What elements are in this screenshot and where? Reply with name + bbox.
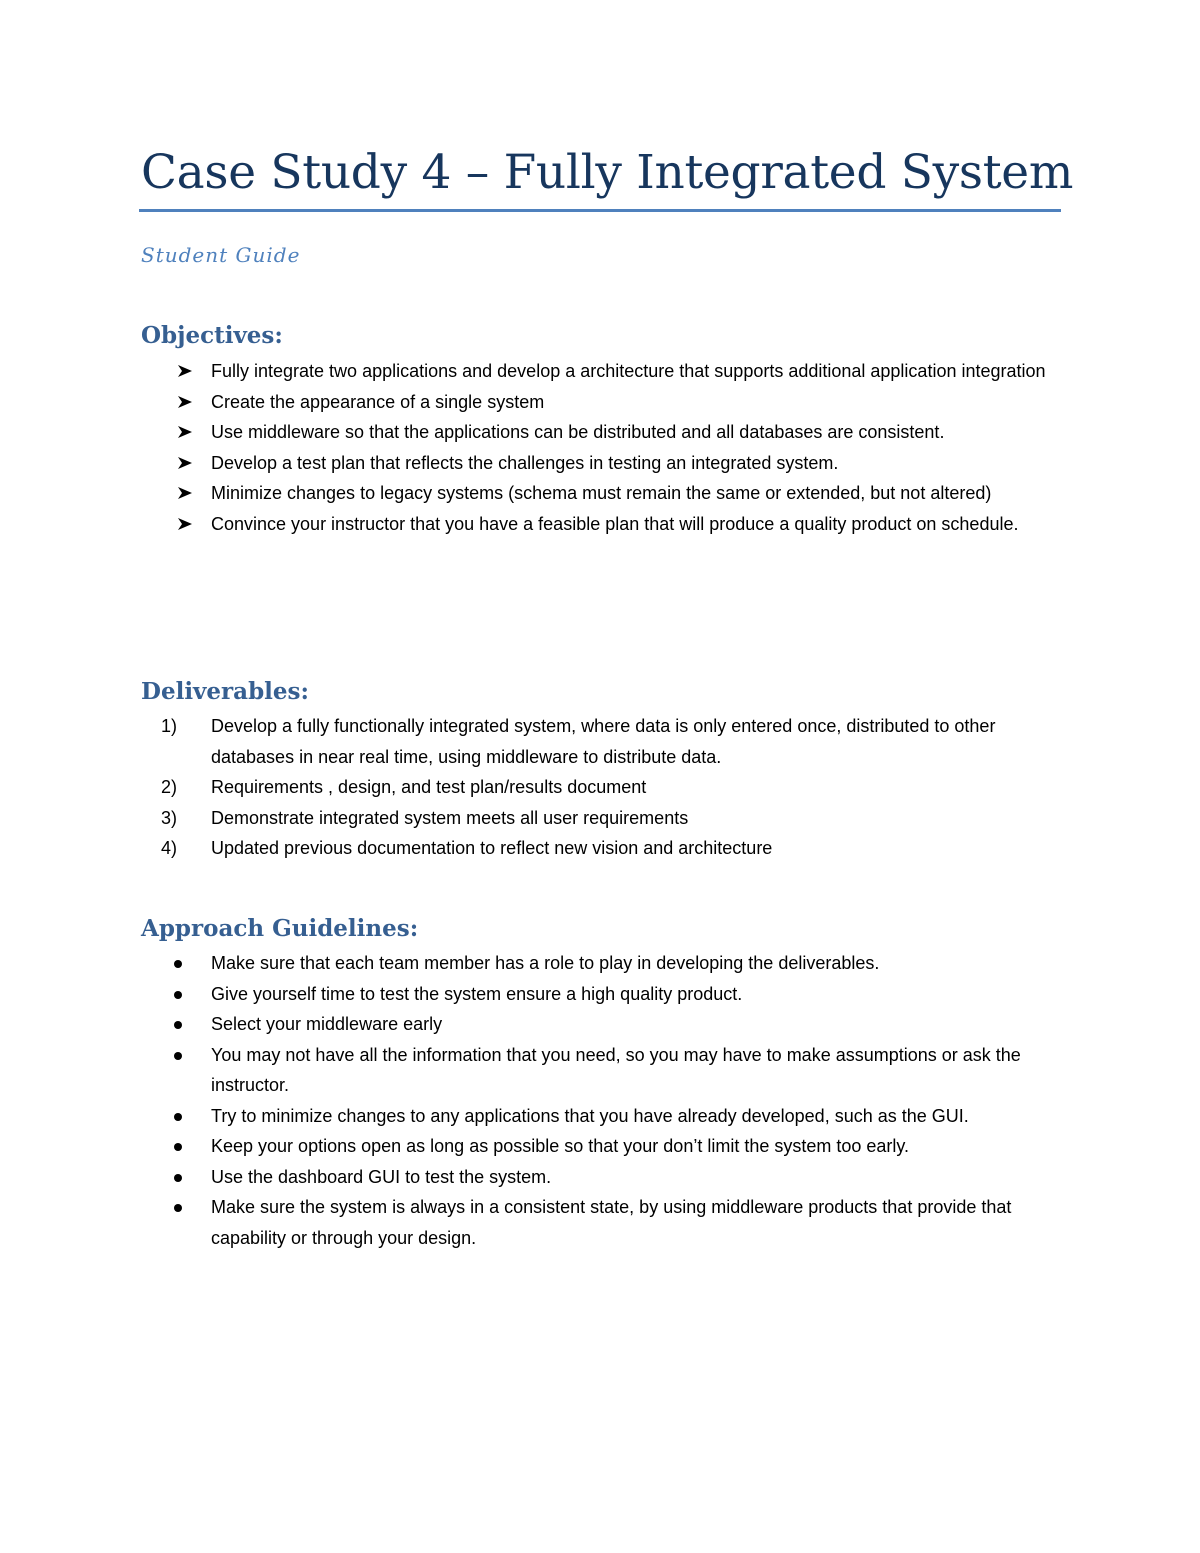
bullet-dot-icon — [174, 1021, 182, 1029]
objectives-list — [141, 356, 1061, 539]
guideline-text: Make sure the system is always in a consistent state, by using middleware products that provide that capability or through your design. — [211, 1197, 1012, 1248]
deliverable-number: 3) — [161, 807, 178, 828]
objective-item — [141, 448, 1061, 479]
document-subtitle: Student Guide — [141, 243, 301, 267]
guideline-text: You may not have all the information that you need, so you may have to make assumptions or ask the instructor. — [211, 1044, 1021, 1095]
bullet-dot-icon — [174, 1113, 182, 1121]
objective-item — [141, 478, 1061, 509]
guideline-item — [141, 979, 1061, 1010]
guideline-text: Try to minimize changes to any applications that you have already developed, such as the GUI. — [211, 1105, 969, 1126]
guideline-item — [141, 1009, 1061, 1040]
guideline-item — [141, 1131, 1061, 1162]
objective-item — [141, 417, 1061, 448]
deliverable-item — [141, 833, 1061, 864]
objective-item — [141, 509, 1061, 540]
bullet-dot-icon — [174, 1174, 182, 1182]
guideline-item — [141, 948, 1061, 979]
objective-item — [141, 387, 1061, 418]
bullet-dot-icon — [174, 1204, 182, 1212]
deliverable-item — [141, 711, 1061, 772]
bullet-dot-icon — [174, 991, 182, 999]
deliverable-item — [141, 803, 1061, 834]
objective-text: Fully integrate two applications and develop a architecture that supports additional application integration — [211, 361, 1046, 381]
objective-text: Minimize changes to legacy systems (schema must remain the same or extended, but not altered) — [211, 483, 992, 503]
deliverable-text: Requirements , design, and test plan/results document — [211, 777, 647, 797]
approach-list — [141, 948, 1061, 1253]
deliverable-number: 4) — [161, 838, 178, 858]
guideline-text: Give yourself time to test the system ensure a high quality product. — [211, 983, 743, 1004]
objective-text: Develop a test plan that reflects the challenges in testing an integrated system. — [211, 452, 839, 473]
objective-item — [141, 356, 1061, 387]
guideline-text: Select your middleware early — [211, 1014, 443, 1034]
document-title: Case Study 4 – Fully Integrated System — [141, 145, 1074, 200]
bullet-dot-icon — [174, 960, 182, 968]
deliverables-heading: Deliverables: — [141, 678, 309, 705]
guideline-item — [141, 1192, 1061, 1253]
objective-text: Create the appearance of a single system — [211, 391, 545, 412]
deliverable-number: 1) — [161, 716, 178, 736]
bullet-dot-icon — [174, 1143, 182, 1151]
guideline-text: Keep your options open as long as possible so that your don’t limit the system too early. — [211, 1136, 910, 1156]
arrow-bullet-icon — [177, 425, 193, 439]
deliverable-text: Develop a fully functionally integrated system, where data is only entered once, distributed to other databases in near real time, using middleware to distribute data. — [211, 716, 996, 767]
deliverable-text: Demonstrate integrated system meets all user requirements — [211, 807, 689, 828]
title-divider — [139, 209, 1061, 212]
guideline-item — [141, 1040, 1061, 1101]
bullet-dot-icon — [174, 1052, 182, 1060]
objectives-heading: Objectives: — [141, 322, 283, 349]
objective-text: Use middleware so that the applications can be distributed and all databases are consistent. — [211, 422, 945, 442]
deliverables-list — [141, 711, 1061, 864]
guideline-text: Use the dashboard GUI to test the system. — [211, 1166, 552, 1187]
arrow-bullet-icon — [177, 486, 193, 500]
guideline-item — [141, 1101, 1061, 1132]
arrow-bullet-icon — [177, 395, 193, 409]
arrow-bullet-icon — [177, 456, 193, 470]
guideline-text: Make sure that each team member has a role to play in developing the deliverables. — [211, 953, 880, 973]
guideline-item — [141, 1162, 1061, 1193]
arrow-bullet-icon — [177, 517, 193, 531]
deliverable-number: 2) — [161, 777, 178, 797]
objective-text: Convince your instructor that you have a feasible plan that will produce a quality product on schedule. — [211, 513, 1019, 534]
deliverable-text: Updated previous documentation to reflect new vision and architecture — [211, 838, 773, 858]
arrow-bullet-icon — [177, 364, 193, 378]
deliverable-item — [141, 772, 1061, 803]
approach-heading: Approach Guidelines: — [141, 915, 419, 942]
